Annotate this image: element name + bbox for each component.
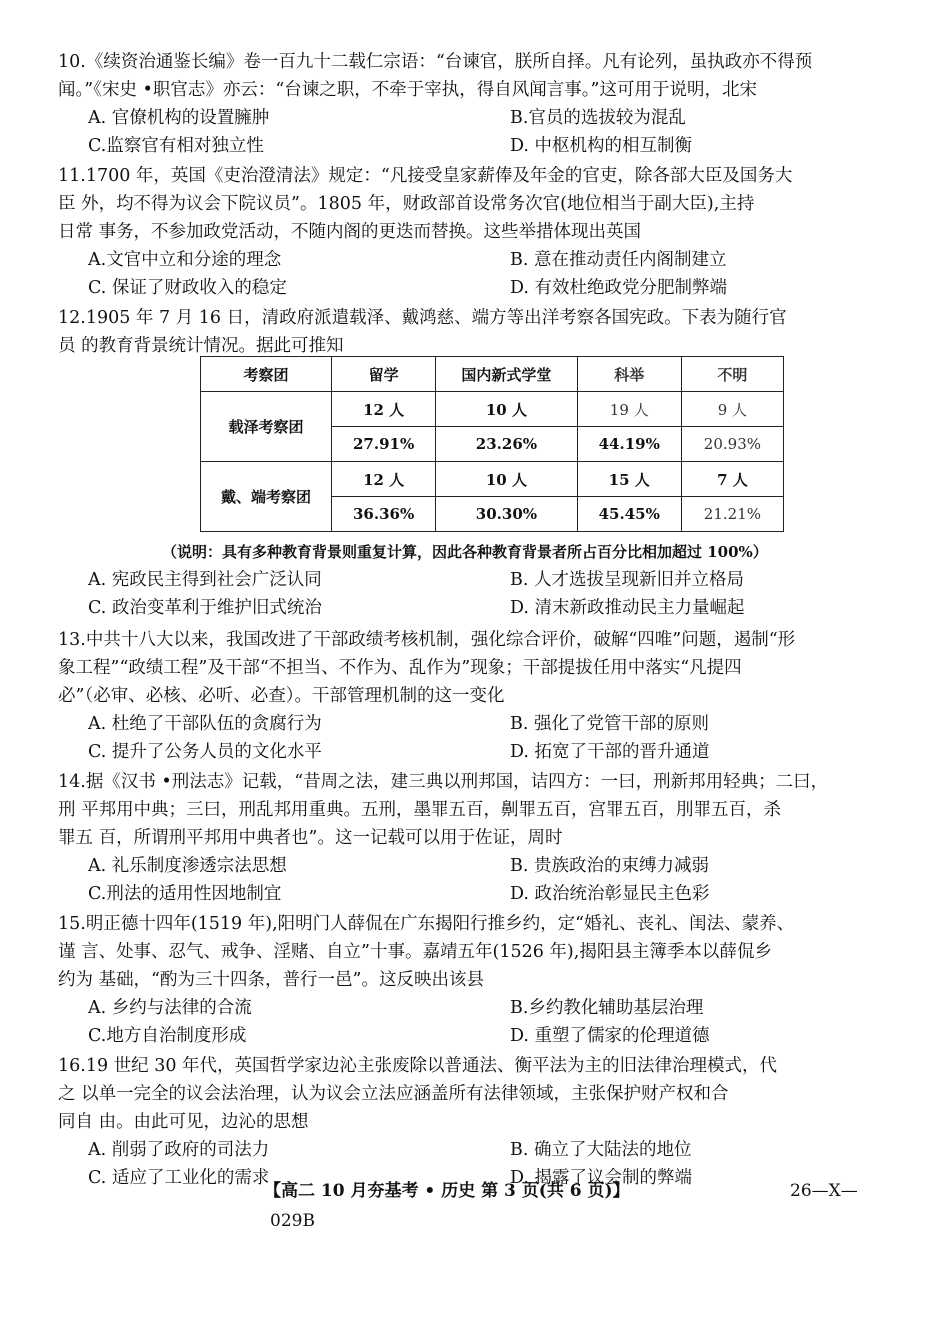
- question-stem-line: 12.1905 年 7 月 16 日，清政府派遣载泽、戴鸿慈、端方等出洋考察各国宪政。下表为随行官: [58, 308, 787, 328]
- option-a: A.文官中立和分途的理念: [88, 250, 282, 270]
- table-note: （说明：具有多种教育背景则重复计算，因此各种教育背景者所占百分比相加超过 100%）: [162, 543, 768, 561]
- table-cell: 36.36%: [332, 497, 436, 532]
- table-header-cell: 考察团: [201, 357, 332, 392]
- table-cell: 20.93%: [681, 427, 783, 462]
- option-d: D. 中枢机构的相互制衡: [510, 136, 693, 156]
- option-c: C. 提升了公务人员的文化水平: [88, 742, 322, 762]
- table-header-cell: 科举: [577, 357, 681, 392]
- table-cell: 10 人: [436, 462, 577, 497]
- options-row: [58, 994, 900, 1022]
- question-stem-line: 日常 事务，不参加政党活动，不随内阁的更迭而替换。这些举措体现出英国: [58, 222, 642, 242]
- question-12: [58, 304, 900, 360]
- question-stem-line: 象工程”“政绩工程”及干部“不担当、不作为、乱作为”现象；干部提拔任用中落实“凡提四: [58, 658, 742, 678]
- question-stem-line: 罪五 百，所谓刑平邦用中典者也”。这一记载可以用于佐证，周时: [58, 828, 563, 848]
- table-header-cell: 留学: [332, 357, 436, 392]
- option-d: D. 政治统治彰显民主色彩: [510, 884, 710, 904]
- option-a: A. 宪政民主得到社会广泛认同: [88, 570, 322, 590]
- table-cell: 9 人: [681, 392, 783, 427]
- question-stem-line: 刑 平邦用中典；三曰，刑乱邦用重典。五刑，墨罪五百，劓罪五百，宫罪五百，刖罪五百，杀: [58, 800, 782, 820]
- table-cell: 44.19%: [577, 427, 681, 462]
- options-row: [58, 132, 900, 160]
- education-stats-table: [200, 356, 784, 532]
- options-row: [58, 274, 900, 302]
- option-d: D. 揭露了议会制的弊端: [510, 1168, 693, 1188]
- question-stem-line: 谨 言、处事、忍气、戒争、淫赌、自立”十事。嘉靖五年(1526 年),揭阳县主簿季本以薛侃乡: [58, 942, 772, 962]
- question-14: [58, 768, 900, 908]
- options-row: [58, 880, 900, 908]
- option-a: A. 削弱了政府的司法力: [88, 1140, 270, 1160]
- table-header-cell: 国内新式学堂: [436, 357, 577, 392]
- question-stem-line: 闻。”《宋史 •职官志》亦云：“台谏之职，不牵于宰执，得自风闻言事。”这可用于说明，北宋: [58, 80, 757, 100]
- table-cell: 30.30%: [436, 497, 577, 532]
- table-cell: 12 人: [332, 392, 436, 427]
- table-header-cell: 不明: [681, 357, 783, 392]
- question-16: [58, 1052, 900, 1192]
- question-11: [58, 162, 900, 302]
- exam-code-continued: 029B: [270, 1211, 315, 1231]
- question-stem-line: 11.1700 年，英国《吏治澄清法》规定：“凡接受皇家薪俸及年金的官吏，除各部大臣及国务大: [58, 166, 793, 186]
- option-b: B. 确立了大陆法的地位: [510, 1140, 692, 1160]
- group-name-cell: 载泽考察团: [201, 392, 332, 462]
- question-stem-line: 16.19 世纪 30 年代，英国哲学家边沁主张废除以普通法、衡平法为主的旧法律治理模式，代: [58, 1056, 778, 1076]
- options-row: [58, 710, 900, 738]
- question-15: [58, 910, 900, 1050]
- option-c: C.监察官有相对独立性: [88, 136, 264, 156]
- options-row: [58, 1022, 900, 1050]
- table-header-row: [201, 357, 784, 392]
- question-stem-line: 之 以单一完全的议会法治理，认为议会立法应涵盖所有法律领域，主张保护财产权和合: [58, 1084, 729, 1104]
- exam-code: 26—X—: [790, 1181, 858, 1201]
- option-c: C.地方自治制度形成: [88, 1026, 247, 1046]
- option-b: B.乡约教化辅助基层治理: [510, 998, 704, 1018]
- table-cell: 21.21%: [681, 497, 783, 532]
- question-stem-line: 15.明正德十四年(1519 年),阳明门人薛侃在广东揭阳行推乡约，定“婚礼、丧礼、闺法、蒙养、: [58, 914, 795, 934]
- group-name-cell: 戴、端考察团: [201, 462, 332, 532]
- option-a: A. 礼乐制度渗透宗法思想: [88, 856, 287, 876]
- options-row: [58, 246, 900, 274]
- option-c: C.刑法的适用性因地制宜: [88, 884, 282, 904]
- options-row: [58, 852, 900, 880]
- question-13: [58, 626, 900, 766]
- question-stem-line: 约为 基础，“酌为三十四条，普行一邑”。这反映出该县: [58, 970, 484, 990]
- question-stem-line: 员 的教育背景统计情况。据此可推知: [58, 336, 344, 356]
- question-stem-line: 14.据《汉书 •刑法志》记载，“昔周之法，建三典以刑邦国，诘四方：一曰，刑新邦用轻典；二曰，: [58, 772, 829, 792]
- option-a: A. 乡约与法律的合流: [88, 998, 252, 1018]
- page-footer: 【高二 10 月夯基考 • 历史 第 3 页(共 6 页)】: [264, 1181, 630, 1201]
- table-cell: 27.91%: [332, 427, 436, 462]
- option-c: C. 保证了财政收入的稳定: [88, 278, 287, 298]
- option-c: C. 政治变革利于维护旧式统治: [88, 598, 322, 618]
- table-cell: 19 人: [577, 392, 681, 427]
- option-b: B.官员的选拔较为混乱: [510, 108, 686, 128]
- question-stem-line: 13.中共十八大以来，我国改进了干部政绩考核机制，强化综合评价，破解“四唯”问题，遏制“形: [58, 630, 796, 650]
- question-stem-line: 同自 由。由此可见，边沁的思想: [58, 1112, 309, 1132]
- options-row: [58, 738, 900, 766]
- option-a: A. 官僚机构的设置臃肿: [88, 108, 270, 128]
- table-cell: 45.45%: [577, 497, 681, 532]
- table-cell: 7 人: [681, 462, 783, 497]
- option-d: D. 有效杜绝政党分肥制弊端: [510, 278, 728, 298]
- option-c: C. 适应了工业化的需求: [88, 1168, 270, 1188]
- question-stem-line: 必”（必审、必核、必听、必查）。干部管理机制的这一变化: [58, 686, 505, 706]
- options-row: [58, 104, 900, 132]
- question-stem-line: 臣 外，均不得为议会下院议员”。1805 年，财政部首设常务次官(地位相当于副大臣),主持: [58, 194, 755, 214]
- question-10: [58, 48, 900, 160]
- table-cell: 23.26%: [436, 427, 577, 462]
- table-cell: 12 人: [332, 462, 436, 497]
- option-a: A. 杜绝了干部队伍的贪腐行为: [88, 714, 322, 734]
- option-d: D. 重塑了儒家的伦理道德: [510, 1026, 710, 1046]
- question-stem-line: 10.《续资治通鉴长编》卷一百九十二载仁宗语：“台谏官，朕所自择。凡有论列，虽执政亦不得预: [58, 52, 813, 72]
- table-row: [201, 462, 784, 497]
- options-row: [58, 566, 900, 594]
- option-b: B. 人才选拔呈现新旧并立格局: [510, 570, 744, 590]
- option-b: B. 强化了党管干部的原则: [510, 714, 709, 734]
- question-12-options: [58, 566, 900, 622]
- table-cell: 10 人: [436, 392, 577, 427]
- options-row: [58, 1136, 900, 1164]
- table-row: [201, 392, 784, 427]
- table-cell: 15 人: [577, 462, 681, 497]
- option-b: B. 贵族政治的束缚力减弱: [510, 856, 709, 876]
- option-d: D. 清末新政推动民主力量崛起: [510, 598, 745, 618]
- options-row: [58, 594, 900, 622]
- option-b: B. 意在推动责任内阁制建立: [510, 250, 727, 270]
- option-d: D. 拓宽了干部的晋升通道: [510, 742, 710, 762]
